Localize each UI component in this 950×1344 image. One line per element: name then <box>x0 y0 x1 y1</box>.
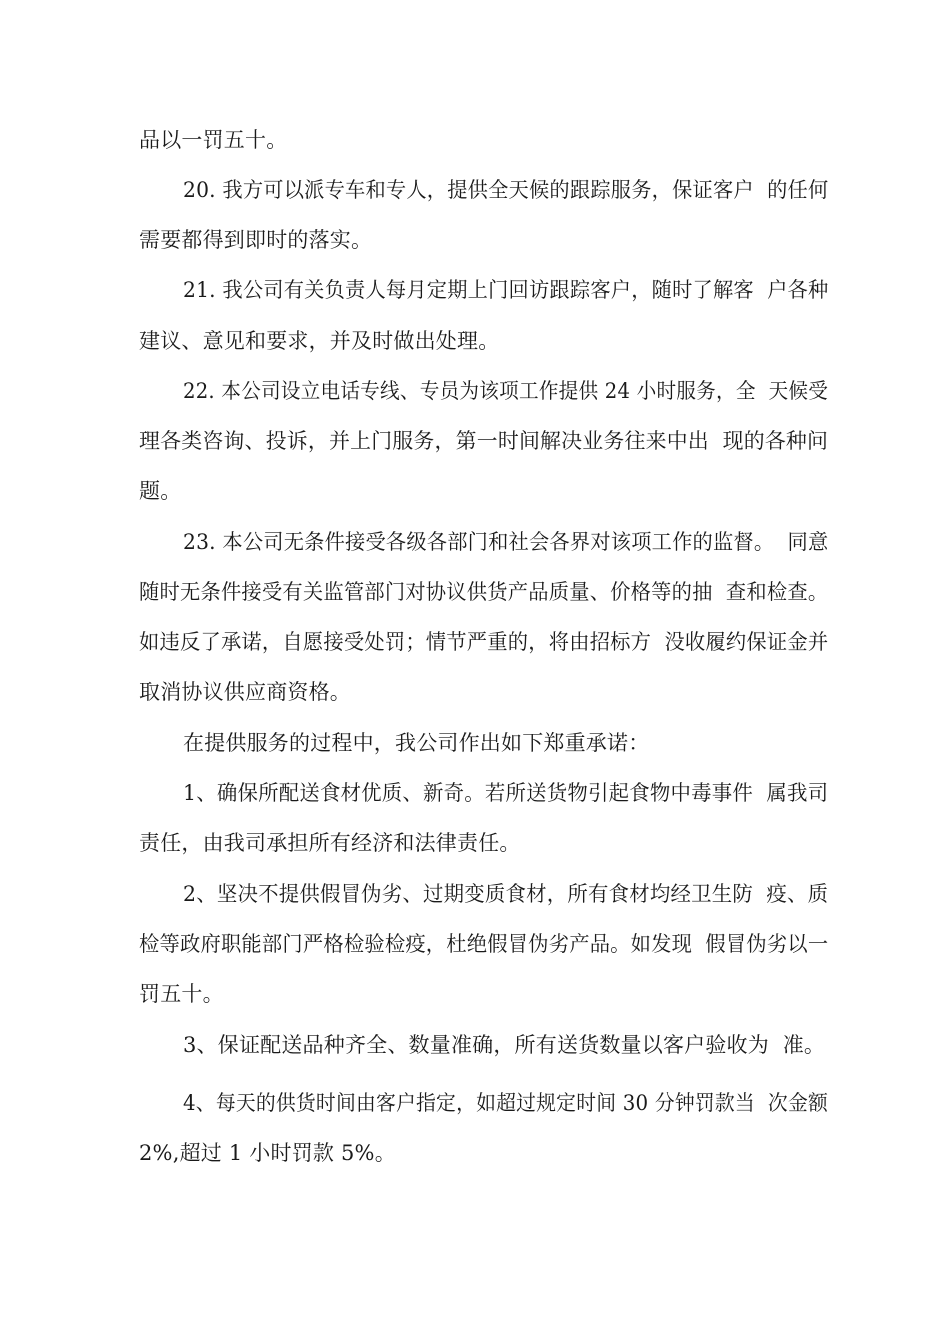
text-line: 取消协议供应商资格。 <box>139 680 351 704</box>
text-line: 20. 我方可以派专车和专人，提供全天候的跟踪服务，保证客户 的任何 <box>183 178 829 202</box>
text-line: 22. 本公司设立电话专线、专员为该项工作提供 24 小时服务，全 天候受 <box>183 379 829 403</box>
text-line: 题。 <box>139 479 182 503</box>
text-line: 检等政府职能部门严格检验检疫，杜绝假冒伪劣产品。如发现 假冒伪劣以一 <box>139 932 829 956</box>
text-line: 2、坚决不提供假冒伪劣、过期变质食材，所有食材均经卫生防 疫、质 <box>183 882 829 906</box>
text-line: 23. 本公司无条件接受各级各部门和社会各界对该项工作的监督。 同意 <box>183 530 829 554</box>
text-line: 如违反了承诺，自愿接受处罚；情节严重的，将由招标方 没收履约保证金并 <box>139 630 829 654</box>
text-line: 罚五十。 <box>139 982 224 1006</box>
text-line: 1、确保所配送食材优质、新奇。若所送货物引起食物中毒事件 属我司 <box>183 781 829 805</box>
text-line: 3、保证配送品种齐全、数量准确，所有送货数量以客户验收为 准。 <box>183 1033 826 1057</box>
text-line: 品以一罚五十。 <box>139 128 288 152</box>
text-line: 建议、意见和要求，并及时做出处理。 <box>139 329 500 353</box>
text-line: 需要都得到即时的落实。 <box>139 228 373 252</box>
text-line: 在提供服务的过程中，我公司作出如下郑重承诺： <box>183 731 650 755</box>
text-line: 责任，由我司承担所有经济和法律责任。 <box>139 831 521 855</box>
text-line: 2%,超过 1 小时罚款 5%。 <box>139 1141 396 1165</box>
text-line: 随时无条件接受有关监管部门对协议供货产品质量、价格等的抽 查和检查。 <box>139 580 829 604</box>
text-line: 4、每天的供货时间由客户指定，如超过规定时间 30 分钟罚款当 次金额 <box>183 1091 828 1115</box>
text-line: 理各类咨询、投诉，并上门服务，第一时间解决业务往来中出 现的各种问 <box>139 429 829 453</box>
text-line: 21. 我公司有关负责人每月定期上门回访跟踪客户，随时了解客 户各种 <box>183 278 829 302</box>
